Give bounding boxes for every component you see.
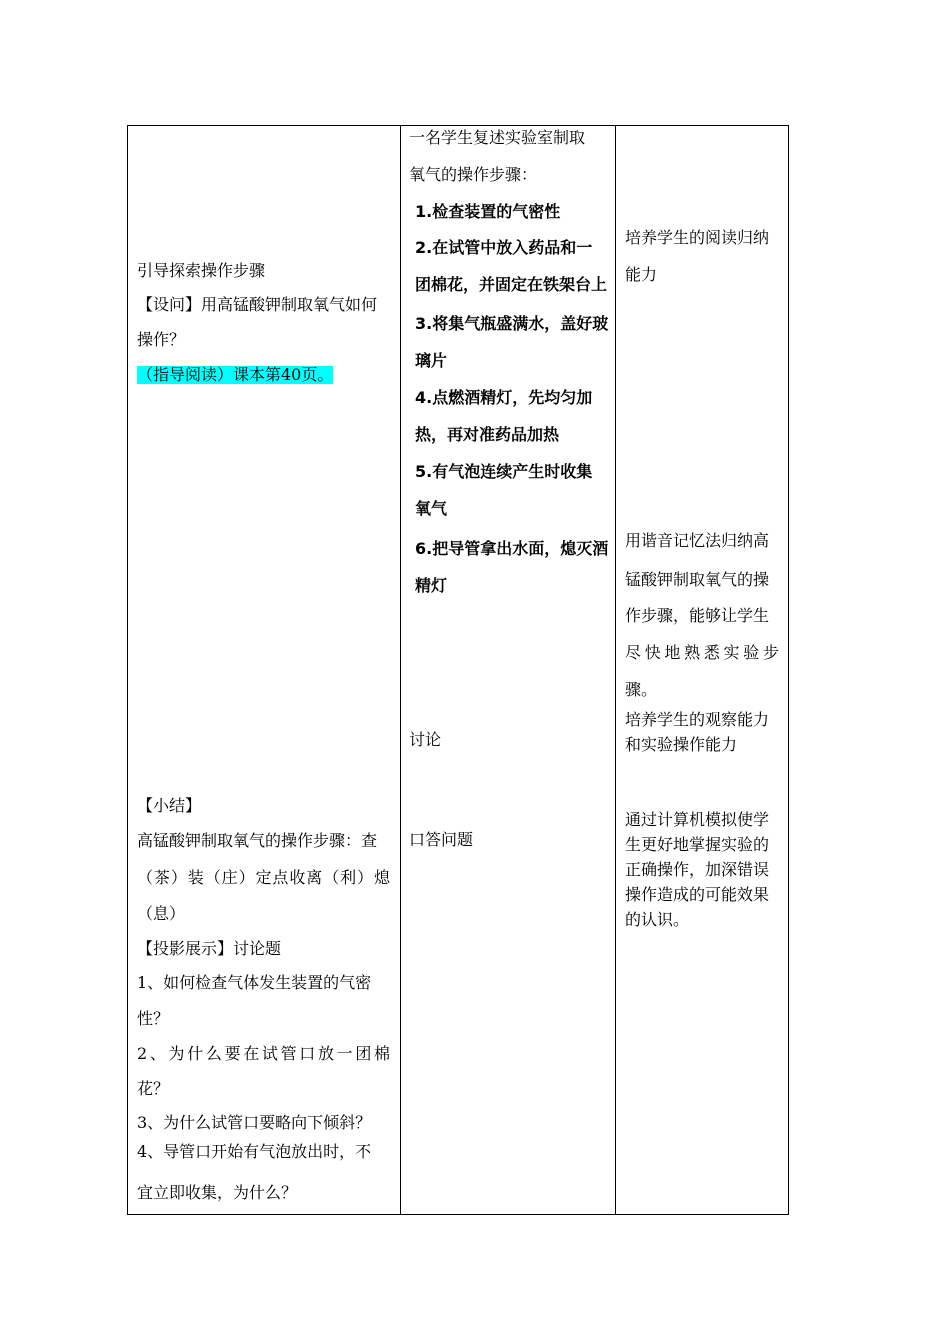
simulation-line-5: 的认识。 [625, 910, 690, 929]
question-1-line-2: 性？ [137, 1009, 170, 1028]
question-4-line-2: 宜立即收集，为什么？ [137, 1183, 298, 1202]
question-1-line-1: 1、如何检查气体发生装置的气密 [137, 973, 372, 992]
simulation-line-2: 生更好地掌握实验的 [625, 835, 770, 854]
step-6-line-2: 精灯 [415, 576, 448, 595]
simulation-line-3: 正确操作，加深错误 [625, 860, 770, 879]
step-3-line-2: 璃片 [415, 351, 448, 370]
summary-line-2-text: （茶）装（庄）定点收离（利）熄 [137, 868, 390, 887]
summary-line-1: 高锰酸钾制取氧气的操作步骤：查 [137, 831, 378, 850]
step-2-line-2: 团棉花，并固定在铁架台上 [415, 275, 608, 294]
summary-line-3: （息） [137, 904, 186, 923]
intro-line-2: 氧气的操作步骤： [409, 165, 538, 184]
question-line-2: 操作？ [137, 330, 186, 349]
summary-title: 【小结】 [137, 796, 202, 815]
question-4-line-1: 4、导管口开始有气泡放出时，不 [137, 1142, 372, 1161]
intro-line-1: 一名学生复述实验室制取 [409, 128, 586, 147]
simulation-line-4: 操作造成的可能效果 [625, 885, 770, 904]
memory-line-5: 骤。 [625, 680, 658, 699]
step-2-line-1: 2.在试管中放入药品和一 [415, 238, 593, 257]
memory-line-4 [625, 644, 779, 662]
memory-line-4-text: 尽快地熟悉实验步 [625, 643, 779, 662]
question-line-1: 【设问】用高锰酸钾制取氧气如何 [137, 295, 378, 314]
column-divider [615, 126, 616, 1214]
step-1: 1.检查装置的气密性 [415, 202, 561, 221]
memory-line-3: 作步骤，能够让学生 [625, 606, 770, 625]
reading-hint: （指导阅读）课本第40页。 [137, 365, 334, 384]
step-5-line-1: 5.有气泡连续产生时收集 [415, 462, 593, 481]
question-3: 3、为什么试管口要略向下倾斜？ [137, 1113, 372, 1132]
memory-line-2: 锰酸钾制取氧气的操 [625, 570, 770, 589]
step-3-line-1: 3.将集气瓶盛满水，盖好玻 [415, 314, 609, 333]
observe-line-1: 培养学生的观察能力 [625, 710, 770, 729]
memory-line-1: 用谐音记忆法归纳高 [625, 531, 770, 550]
summary-line-2 [137, 869, 390, 887]
step-6-line-1: 6.把导管拿出水面，熄灭酒 [415, 539, 609, 558]
step-5-line-2: 氧气 [415, 499, 448, 518]
discuss-label: 讨论 [409, 730, 442, 749]
question-2-line-1-text: 2、为什么要在试管口放一团棉 [137, 1044, 390, 1063]
column-divider [400, 126, 401, 1214]
reading-goal-line-2: 能力 [625, 265, 658, 284]
question-2-line-1 [137, 1045, 390, 1063]
step-4-line-2: 热，再对准药品加热 [415, 425, 560, 444]
observe-line-2: 和实验操作能力 [625, 735, 738, 754]
guide-title: 引导探索操作步骤 [137, 261, 266, 280]
simulation-line-1: 通过计算机模拟使学 [625, 810, 770, 829]
answer-label: 口答问题 [409, 830, 474, 849]
reading-goal-line-1: 培养学生的阅读归纳 [625, 228, 770, 247]
projection-title: 【投影展示】讨论题 [137, 939, 282, 958]
step-4-line-1: 4.点燃酒精灯，先均匀加 [415, 388, 593, 407]
question-2-line-2: 花？ [137, 1079, 170, 1098]
